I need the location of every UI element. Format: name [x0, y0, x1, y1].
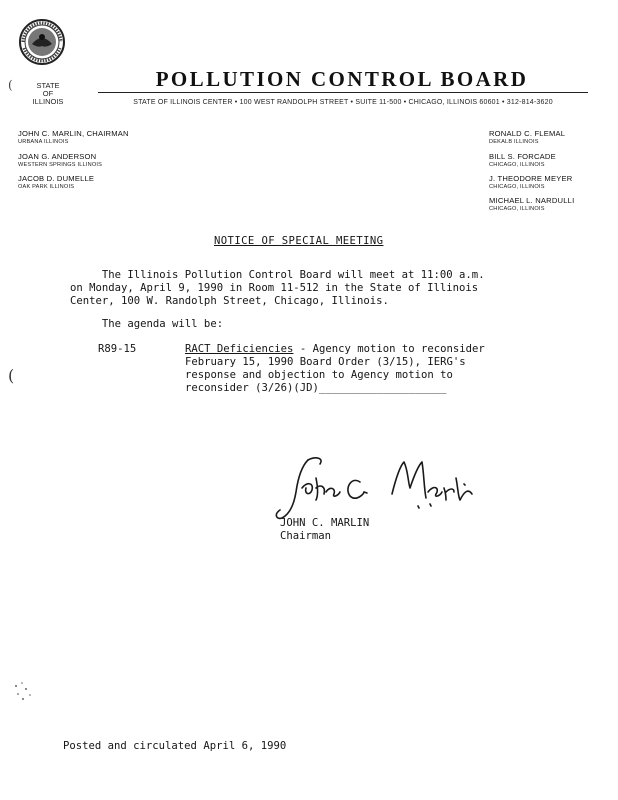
agenda-intro: The agenda will be:	[70, 318, 224, 330]
margin-bracket: (	[8, 78, 13, 92]
member-city: CHICAGO, ILLINOIS	[489, 162, 545, 168]
letterhead-rule	[98, 92, 588, 93]
posted-date: Posted and circulated April 6, 1990	[63, 740, 287, 752]
member-name: RONALD C. FLEMAL	[489, 129, 566, 138]
signer-name: JOHN C. MARLIN	[280, 517, 370, 529]
member-city: URBANA ILLINOIS	[18, 139, 69, 145]
scan-speckle	[12, 680, 36, 704]
state-line-2: OF	[42, 89, 54, 98]
member-name: JOHN C. MARLIN, CHAIRMAN	[18, 129, 129, 138]
member-name: BILL S. FORCADE	[489, 152, 556, 161]
agenda-item-heading-line	[185, 343, 485, 355]
signer-title: Chairman	[280, 530, 332, 542]
member-name: J. THEODORE MEYER	[489, 174, 573, 183]
member-name: JOAN G. ANDERSON	[18, 152, 97, 161]
board-address: STATE OF ILLINOIS CENTER • 100 WEST RANDOLPH STREET • SUITE 11-500 • CHICAGO, ILLINOIS 60601 • 312-814-3620	[133, 99, 553, 106]
agenda-item-line: response and objection to Agency motion to	[185, 369, 453, 381]
agenda-item-heading: RACT Deficiencies	[185, 343, 294, 355]
member-city: OAK PARK ILLINOIS	[18, 184, 75, 190]
body-line: The Illinois Pollution Control Board will meet at 11:00 a.m.	[70, 269, 485, 281]
agenda-item-line: reconsider (3/26)(JD)____________________	[185, 382, 447, 394]
agenda-item-number: R89-15	[98, 343, 137, 355]
agenda-item-line: February 15, 1990 Board Order (3/15), IERG's	[185, 356, 466, 368]
notice-title: NOTICE OF SPECIAL MEETING	[214, 235, 384, 247]
body-line: on Monday, April 9, 1990 in Room 11-512 in the State of Illinois	[70, 282, 479, 294]
member-city: CHICAGO, ILLINOIS	[489, 184, 545, 190]
member-city: DEKALB ILLINOIS	[489, 139, 539, 145]
member-name: MICHAEL L. NARDULLI	[489, 196, 575, 205]
state-label	[22, 82, 74, 106]
margin-mark: (	[8, 366, 15, 385]
member-name: JACOB D. DUMELLE	[18, 174, 95, 183]
state-seal-icon	[18, 18, 66, 66]
board-title: POLLUTION CONTROL BOARD	[155, 67, 529, 91]
body-line: Center, 100 W. Randolph Street, Chicago, Illinois.	[70, 295, 389, 307]
member-city: WESTERN SPRINGS ILLINOIS	[18, 162, 103, 168]
agenda-item-line-1: - Agency motion to reconsider	[293, 343, 485, 355]
handwritten-signature	[268, 448, 488, 528]
state-line-3: ILLINOIS	[32, 97, 64, 106]
state-line-1: STATE	[36, 81, 60, 90]
member-city: CHICAGO, ILLINOIS	[489, 206, 545, 212]
